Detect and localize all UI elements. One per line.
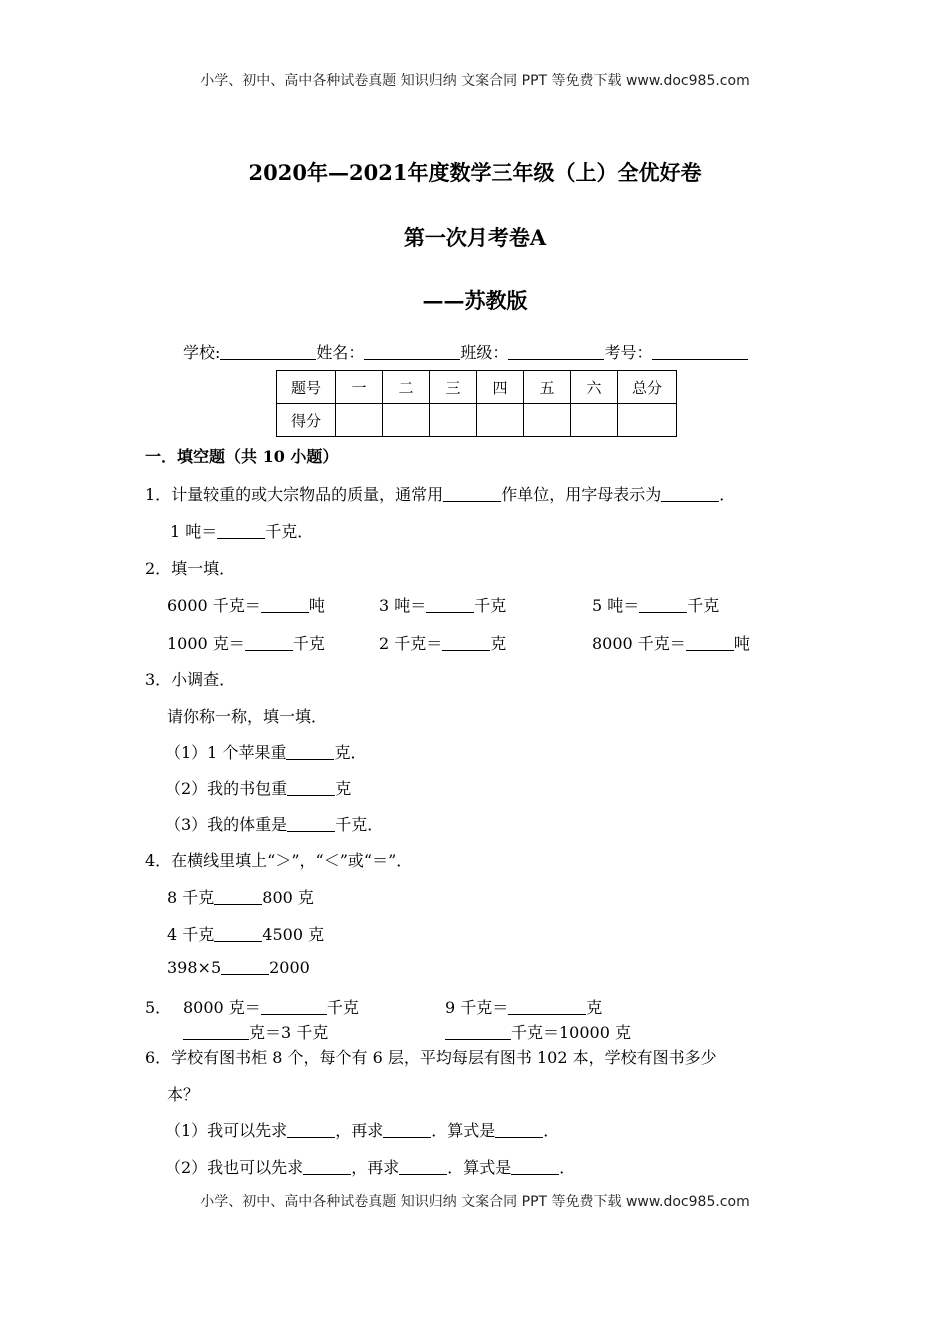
answer-blank[interactable] xyxy=(686,634,734,651)
question-6-text-cont: 本？ xyxy=(167,1085,200,1104)
answer-blank[interactable] xyxy=(508,998,586,1015)
q6-text: （1）我可以先求 xyxy=(165,1121,288,1140)
question-5-number: 5． xyxy=(145,998,172,1017)
answer-blank[interactable] xyxy=(445,1023,511,1040)
q4-text: 4 千克 xyxy=(167,925,215,944)
q2-text: 千克 xyxy=(687,596,720,615)
q1-text: 1．计量较重的或大宗物品的质量，通常用 xyxy=(145,485,444,504)
q2-text: 6000 千克＝ xyxy=(167,596,261,615)
answer-blank[interactable] xyxy=(287,815,335,832)
q3-text: 克． xyxy=(334,743,367,762)
q4-text: 2000 xyxy=(269,958,310,977)
answer-blank[interactable] xyxy=(426,596,474,613)
score-cell[interactable] xyxy=(571,404,618,437)
q2-item xyxy=(592,631,750,654)
answer-blank[interactable] xyxy=(287,779,335,796)
q2-text: 千克 xyxy=(292,634,325,653)
q3-text: 千克． xyxy=(335,815,384,834)
q3-text: （1）1 个苹果重 xyxy=(165,743,287,762)
answer-blank[interactable] xyxy=(261,998,327,1015)
answer-blank[interactable] xyxy=(217,522,265,539)
page-header: 小学、初中、高中各种试卷真题 知识归纳 文案合同 PPT 等免费下载 www.doc985.com xyxy=(200,73,750,89)
header-cell: 一 xyxy=(336,371,383,404)
answer-blank[interactable] xyxy=(639,596,687,613)
header-cell: 三 xyxy=(430,371,477,404)
q6-text: （2）我也可以先求 xyxy=(165,1158,304,1177)
q3-intro: 请你称一称，填一填． xyxy=(167,707,328,726)
q5-item xyxy=(445,995,602,1018)
section-heading: 一．填空题（共 10 小题） xyxy=(145,447,339,466)
q5-text: 9 千克＝ xyxy=(445,998,509,1017)
student-info-line xyxy=(183,340,748,363)
header-cell: 四 xyxy=(477,371,524,404)
q1-text: 千克． xyxy=(265,522,314,541)
question-2-title: 2．填一填． xyxy=(145,559,236,578)
header-cell: 五 xyxy=(524,371,571,404)
q1-text: ． xyxy=(719,485,736,504)
q2-text: 8000 千克＝ xyxy=(592,634,686,653)
answer-blank[interactable] xyxy=(443,485,501,502)
q1-text: 作单位，用字母表示为 xyxy=(501,485,662,504)
score-cell[interactable] xyxy=(618,404,677,437)
answer-blank[interactable] xyxy=(661,485,719,502)
answer-blank[interactable] xyxy=(221,958,269,975)
q4-text: 4500 克 xyxy=(262,925,325,944)
row-label: 得分 xyxy=(277,404,336,437)
q3-item xyxy=(165,812,383,835)
q3-text: （2）我的书包重 xyxy=(165,779,288,798)
answer-blank[interactable] xyxy=(287,1121,335,1138)
q2-item xyxy=(167,593,325,616)
answer-blank[interactable] xyxy=(286,743,334,760)
q4-item xyxy=(167,922,324,945)
q2-text: 1000 克＝ xyxy=(167,634,245,653)
exam-number-blank[interactable] xyxy=(652,343,748,360)
school-label: 学校: xyxy=(183,343,221,362)
exam-subtitle: 第一次月考卷A xyxy=(403,225,547,250)
answer-blank[interactable] xyxy=(442,634,490,651)
question-1-line2 xyxy=(170,519,313,542)
q5-item xyxy=(445,1020,631,1043)
q3-text: 克 xyxy=(335,779,352,798)
q5-text: 克 xyxy=(586,998,603,1017)
header-cell: 总分 xyxy=(618,371,677,404)
score-table-score-row xyxy=(277,404,677,437)
q2-text: 吨 xyxy=(733,634,750,653)
q2-item xyxy=(379,631,506,654)
question-1 xyxy=(145,482,735,505)
q4-text: 398×5 xyxy=(167,958,222,977)
q6-text: ．算式是 xyxy=(447,1158,512,1177)
q2-text: 2 千克＝ xyxy=(379,634,443,653)
q4-item xyxy=(167,885,314,908)
q6-part-1 xyxy=(165,1118,559,1141)
q2-text: 吨 xyxy=(308,596,325,615)
q5-text: 8000 克＝ xyxy=(183,998,261,1017)
q2-text: 克 xyxy=(490,634,507,653)
answer-blank[interactable] xyxy=(399,1158,447,1175)
exam-title: 2020年—2021年度数学三年级（上）全优好卷 xyxy=(248,160,702,185)
header-cell: 六 xyxy=(571,371,618,404)
q1-text: 1 吨＝ xyxy=(170,522,218,541)
header-cell: 题号 xyxy=(277,371,336,404)
q3-text: （3）我的体重是 xyxy=(165,815,288,834)
q2-text: 千克 xyxy=(474,596,507,615)
name-label: 姓名： xyxy=(316,343,365,362)
q6-text: ． xyxy=(543,1121,560,1140)
q5-item xyxy=(183,1020,328,1043)
q5-item xyxy=(183,995,359,1018)
q4-text: 800 克 xyxy=(262,888,314,907)
answer-blank[interactable] xyxy=(303,1158,351,1175)
answer-blank[interactable] xyxy=(495,1121,543,1138)
q5-text: 千克＝10000 克 xyxy=(511,1023,631,1042)
q5-text: 克＝3 千克 xyxy=(249,1023,329,1042)
q4-item xyxy=(167,958,310,977)
answer-blank[interactable] xyxy=(214,888,262,905)
name-blank[interactable] xyxy=(364,343,460,360)
score-cell[interactable] xyxy=(430,404,477,437)
answer-blank[interactable] xyxy=(183,1023,249,1040)
q2-item xyxy=(379,593,506,616)
answer-blank[interactable] xyxy=(261,596,309,613)
q3-item xyxy=(165,776,351,799)
exam-number-label: 考号： xyxy=(604,343,653,362)
q4-text: 8 千克 xyxy=(167,888,215,907)
class-blank[interactable] xyxy=(508,343,604,360)
exam-edition: ——苏教版 xyxy=(422,288,528,313)
score-cell[interactable] xyxy=(524,404,571,437)
q6-text: ，再求 xyxy=(335,1121,384,1140)
answer-blank[interactable] xyxy=(214,925,262,942)
header-cell: 二 xyxy=(383,371,430,404)
q6-text: ．算式是 xyxy=(431,1121,496,1140)
answer-blank[interactable] xyxy=(383,1121,431,1138)
q6-part-2 xyxy=(165,1155,575,1178)
score-cell[interactable] xyxy=(383,404,430,437)
q2-item xyxy=(592,593,719,616)
score-table xyxy=(276,370,677,437)
q2-text: 3 吨＝ xyxy=(379,596,427,615)
class-label: 班级： xyxy=(460,343,509,362)
answer-blank[interactable] xyxy=(245,634,293,651)
q6-text: ，再求 xyxy=(351,1158,400,1177)
q2-text: 5 吨＝ xyxy=(592,596,640,615)
q3-item xyxy=(165,740,366,763)
q2-item xyxy=(167,631,325,654)
score-cell[interactable] xyxy=(336,404,383,437)
q6-text: ． xyxy=(559,1158,576,1177)
score-cell[interactable] xyxy=(477,404,524,437)
q5-text: 千克 xyxy=(326,998,359,1017)
score-table-header-row xyxy=(277,371,677,404)
answer-blank[interactable] xyxy=(511,1158,559,1175)
question-6-text: 6．学校有图书柜 8 个，每个有 6 层，平均每层有图书 102 本，学校有图书多少 xyxy=(145,1048,717,1067)
question-4-title: 4．在横线里填上“＞”，“＜”或“＝”． xyxy=(145,851,413,870)
question-3-title: 3．小调查． xyxy=(145,670,236,689)
page-footer: 小学、初中、高中各种试卷真题 知识归纳 文案合同 PPT 等免费下载 www.doc985.com xyxy=(200,1194,750,1210)
school-blank[interactable] xyxy=(220,343,316,360)
